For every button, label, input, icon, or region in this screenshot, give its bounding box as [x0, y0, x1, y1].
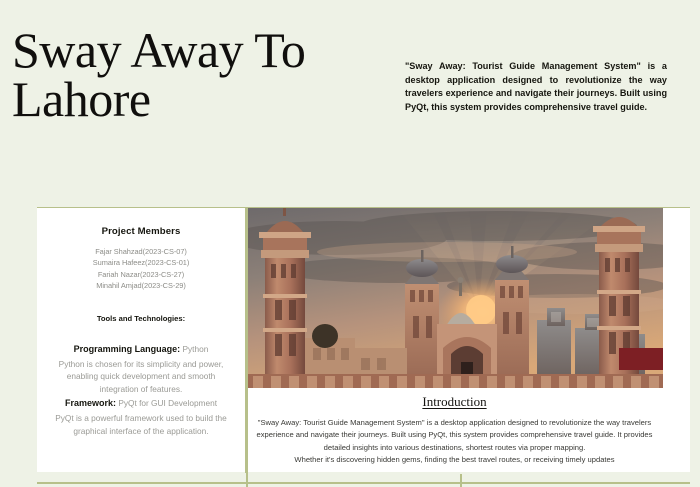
- tech-item-framework-detail: PyQt is a powerful framework used to build the graphical interface of the application.: [55, 413, 227, 436]
- list-item: Fariah Nazar(2023-CS-27): [97, 269, 185, 279]
- tech-item-language-detail: Python is chosen for its simplicity and power, enabling quick development and smooth integration of features.: [58, 359, 224, 394]
- list-item: Sumaira Hafeez(2023-CS-01): [92, 258, 190, 268]
- lahore-mosque-photo: [247, 208, 663, 388]
- introduction-heading: Introduction: [422, 394, 487, 409]
- hero-description: "Sway Away: Tourist Guide Management System" is a desktop application designed to revolutionize the way travelers experience and navigate their journeys. Built using PyQt, this system provides comprehensive travel guide.: [405, 61, 667, 112]
- introduction-paragraph-2: Whether it's discovering hidden gems, finding the best travel routes, or receiving timely updates: [294, 454, 615, 464]
- footer-tick-right: [460, 474, 462, 487]
- tech-item-framework-label: Framework:: [64, 397, 117, 408]
- tech-item-language: [47, 343, 235, 356]
- hero-section: [0, 0, 700, 200]
- tech-item-framework-value: PyQt for GUI Development: [118, 397, 218, 408]
- project-info-column: [37, 208, 245, 473]
- tools-technologies-body: [47, 343, 235, 437]
- introduction-body: [255, 417, 655, 466]
- project-members-heading: Project Members: [101, 226, 181, 237]
- mosque-illustration: [247, 208, 663, 388]
- introduction-column: [247, 208, 691, 473]
- tech-item-framework: [47, 397, 235, 410]
- project-members-list: [47, 246, 235, 292]
- footer-tick-left: [246, 474, 248, 487]
- introduction-section: [247, 388, 663, 466]
- list-item: Fajar Shahzad(2023-CS-07): [95, 247, 187, 256]
- tools-technologies-heading: Tools and Technologies:: [96, 313, 186, 323]
- content-card: [37, 207, 690, 472]
- tech-item-language-label: Programming Language:: [73, 343, 181, 354]
- introduction-paragraph-1: "Sway Away: Tourist Guide Management System" is a desktop application designed to revolutionize the way travelers experience and navigate their journeys. Built using PyQt, this system provides comprehensive travel guide. It provides detailed insights into various destinations, shortest routes via proper mapping.: [256, 418, 653, 452]
- list-item: Minahil Amjad(2023-CS-29): [96, 281, 186, 291]
- card-vertical-tick: [246, 207, 248, 483]
- footer-rule: [37, 482, 690, 484]
- tech-item-language-value: Python: [182, 343, 209, 354]
- page-title: Sway Away To Lahore: [12, 22, 306, 127]
